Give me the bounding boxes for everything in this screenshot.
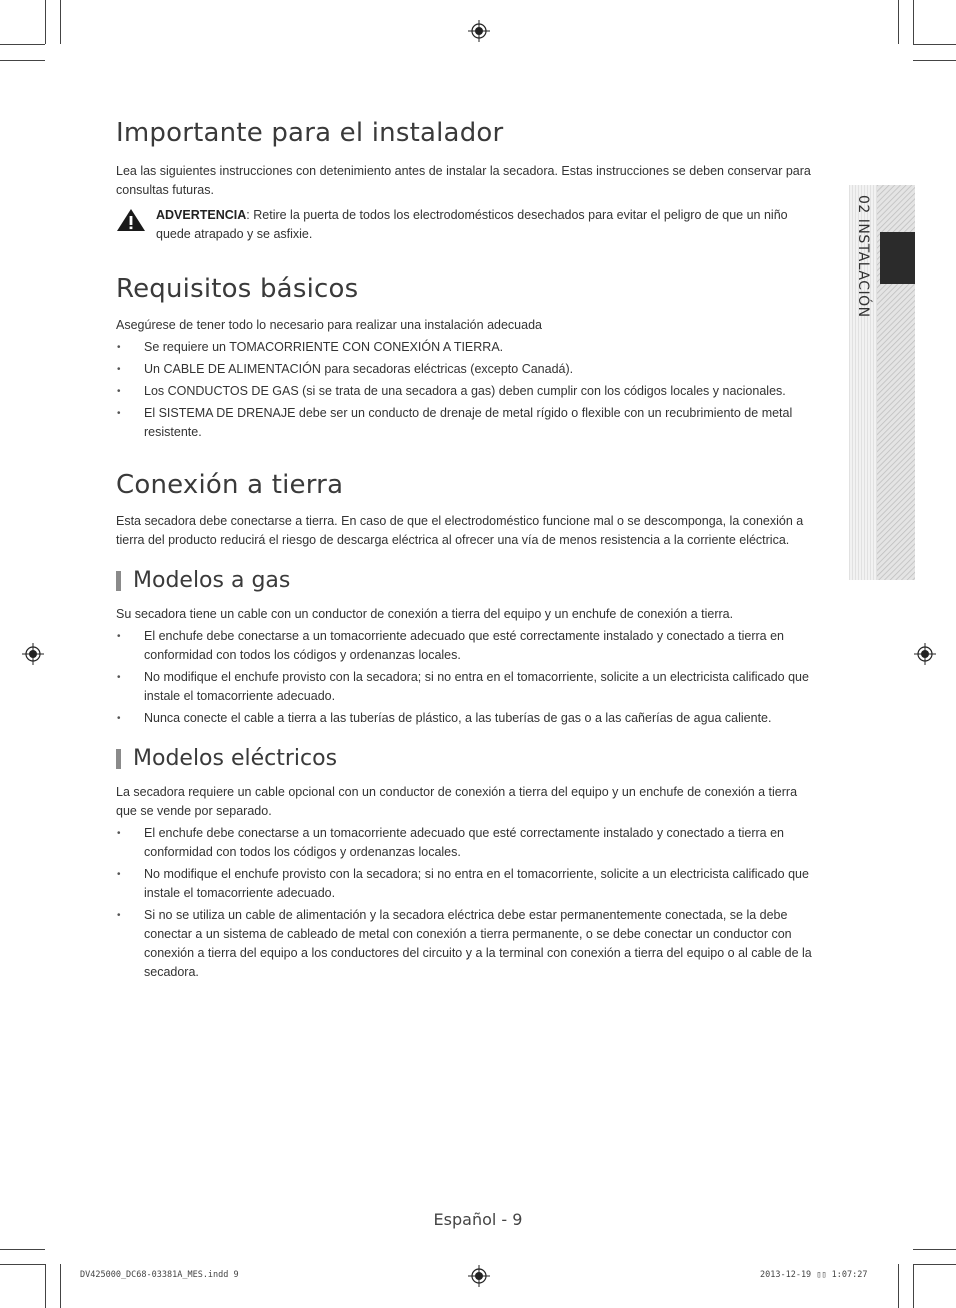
- list-item: • El SISTEMA DE DRENAJE debe ser un conducto de drenaje de metal rígido o flexible con un recubrimiento de metal resistente.: [116, 404, 816, 442]
- warning-box: [116, 206, 816, 244]
- crop-mark: [45, 0, 46, 44]
- crop-mark: [45, 1264, 46, 1308]
- side-tab-marker: [880, 232, 915, 284]
- registration-mark-icon: [914, 643, 936, 665]
- section-title-installer: Importante para el instalador: [116, 118, 504, 148]
- requirements-intro: Asegúrese de tener todo lo necesario para realizar una instalación adecuada: [116, 318, 542, 332]
- registration-mark-icon: [468, 1265, 490, 1287]
- warning-text: [156, 206, 806, 244]
- crop-mark: [913, 1264, 914, 1308]
- crop-mark: [0, 1249, 45, 1250]
- electric-list: [116, 824, 816, 982]
- file-slug: DV425000_DC68-03381A_MES.indd 9: [80, 1270, 239, 1280]
- list-item: • Nunca conecte el cable a tierra a las tuberías de plástico, a las tuberías de gas o a las cañerías de agua caliente.: [116, 709, 816, 728]
- crop-mark: [0, 60, 45, 61]
- registration-mark-icon: [22, 643, 44, 665]
- main-content: [116, 118, 816, 982]
- page-number: Español - 9: [433, 1210, 523, 1229]
- list-item: • El enchufe debe conectarse a un tomacorriente adecuado que esté correctamente instalado y conectado a tierra en conformidad con todos los códigos y ordenanzas locales.: [116, 824, 816, 862]
- grounding-intro: Esta secadora debe conectarse a tierra. En caso de que el electrodoméstico funcione mal o se descomponga, la conexión a tierra del producto reducirá el riesgo de descarga eléctrica al ofrecer una vía de menos resistencia a la corriente eléctrica.: [116, 514, 804, 547]
- crop-mark: [913, 1264, 956, 1265]
- crop-mark: [898, 0, 899, 44]
- list-item: • Los CONDUCTOS DE GAS (si se trata de una secadora a gas) deben cumplir con los códigos locales y nacionales.: [116, 382, 816, 401]
- side-tab-label: 02 INSTALACIÓN: [855, 195, 871, 318]
- list-item: • Si no se utiliza un cable de alimentación y la secadora eléctrica debe estar permanentemente conectada, se la debe conectar a un sistema de cableado de metal con conexión a tierra permanente, o se debe conectar un conductor con conexión a tierra del equipo a los conductores del circuito y a la terminal con conexión a tierra del equipo o al cable de la secadora.: [116, 906, 816, 982]
- registration-mark-icon: [468, 20, 490, 42]
- list-item: • Un CABLE DE ALIMENTACIÓN para secadoras eléctricas (excepto Canadá).: [116, 360, 816, 379]
- heading-bar: [116, 571, 121, 591]
- crop-mark: [913, 60, 956, 61]
- gas-list: [116, 627, 816, 728]
- list-item: • Se requiere un TOMACORRIENTE CON CONEXIÓN A TIERRA.: [116, 338, 816, 357]
- warning-message: : Retire la puerta de todos los electrodomésticos desechados para evitar el peligro de que un niño quede atrapado y se asfixie.: [156, 208, 788, 241]
- crop-mark: [60, 0, 61, 44]
- crop-mark: [898, 1264, 899, 1308]
- gas-intro: Su secadora tiene un cable con un conductor de conexión a tierra del equipo y un enchufe de conexión a tierra.: [116, 607, 734, 621]
- crop-mark: [60, 1264, 61, 1308]
- crop-mark: [913, 44, 956, 45]
- subsection-title-gas: [116, 568, 816, 593]
- installer-intro: Lea las siguientes instrucciones con detenimiento antes de instalar la secadora. Estas instrucciones se deben conservar para consultas futuras.: [116, 164, 811, 197]
- section-title-grounding: Conexión a tierra: [116, 470, 344, 500]
- warning-label: ADVERTENCIA: [156, 208, 247, 222]
- warning-triangle-icon: [116, 206, 156, 237]
- requirements-list: [116, 338, 816, 442]
- list-item: • No modifique el enchufe provisto con la secadora; si no entra en el tomacorriente, solicite a un electricista calificado que instale el tomacorriente adecuado.: [116, 865, 816, 903]
- crop-mark: [913, 0, 914, 44]
- subsection-title-gas-text: Modelos a gas: [133, 568, 291, 593]
- list-item: • No modifique el enchufe provisto con la secadora; si no entra en el tomacorriente, solicite a un electricista calificado que instale el tomacorriente adecuado.: [116, 668, 816, 706]
- crop-mark: [0, 44, 45, 45]
- subsection-title-electric: [116, 746, 816, 771]
- heading-bar: [116, 749, 121, 769]
- section-title-requirements: Requisitos básicos: [116, 274, 359, 304]
- electric-intro: La secadora requiere un cable opcional con un conductor de conexión a tierra del equipo y un enchufe de conexión a tierra que se vende por separado.: [116, 785, 798, 818]
- list-item: • El enchufe debe conectarse a un tomacorriente adecuado que esté correctamente instalado y conectado a tierra en conformidad con todos los códigos y ordenanzas locales.: [116, 627, 816, 665]
- crop-mark: [0, 1264, 45, 1265]
- crop-mark: [913, 1249, 956, 1250]
- subsection-title-electric-text: Modelos eléctricos: [133, 746, 338, 771]
- date-slug: 2013-12-19 ▯▯ 1:07:27: [760, 1270, 868, 1280]
